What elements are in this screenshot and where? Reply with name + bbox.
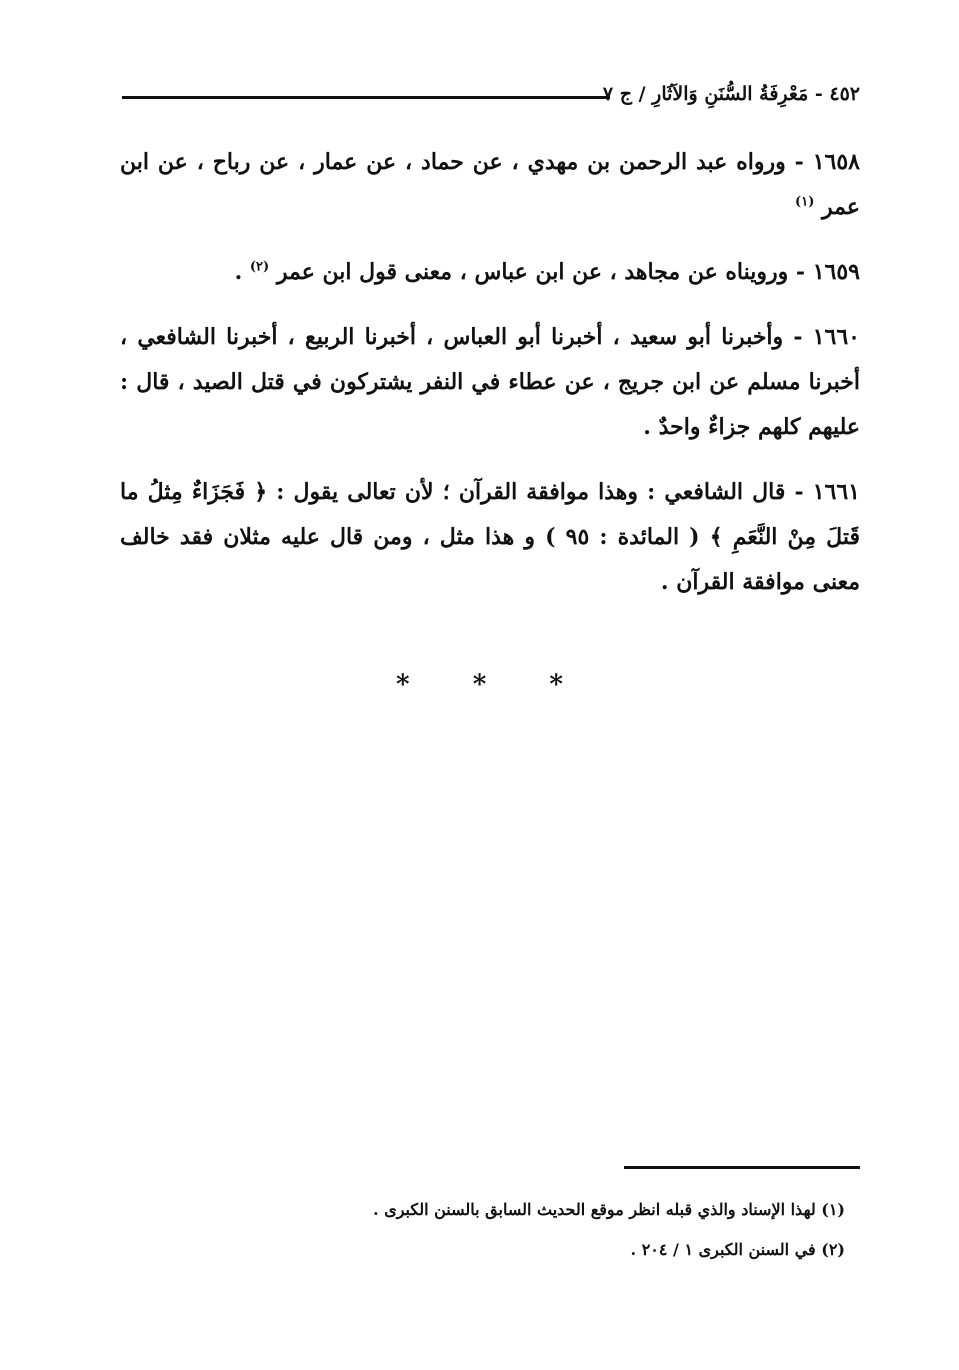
header-rule (122, 96, 610, 99)
running-title: ٤٥٢ - مَعْرِفَةُ السُّنَنِ وَالآثَارِ / ج ٧ (602, 83, 860, 105)
paragraph-1658 (120, 140, 860, 230)
paragraph-1659 (120, 250, 860, 295)
footnote-1: (١) لهذا الإسناد والذي قبله انظر موقع الحديث السابق بالسنن الكبرى . (373, 1200, 845, 1219)
separator-star-icon: * (396, 670, 410, 700)
paragraph-text: ١٦٥٩ - ورويناه عن مجاهد ، عن ابن عباس ، معنى قول ابن عمر (276, 259, 860, 285)
footnote-ref-2: (٢) (249, 259, 270, 275)
footnote-rule (624, 1166, 860, 1169)
paragraph-1661 (120, 470, 860, 605)
footnote-2: (٢) في السنن الكبرى ١ / ٢٠٤ . (630, 1240, 845, 1259)
page-header (122, 80, 860, 110)
paragraph-tail: . (234, 259, 250, 285)
main-text (120, 140, 860, 625)
separator-star-icon: * (472, 670, 487, 700)
footnote-ref-1: (١) (795, 194, 815, 210)
paragraph-text: ١٦٦٠ - وأخبرنا أبو سعيد ، أخبرنا أبو العباس ، أخبرنا الربيع ، أخبرنا الشافعي ، أخبرنا مسلم عن ابن جريج ، عن عطاء في النفر يشتركون في قتل الصيد ، قال : عليهم كلهم جزاءٌ واحدٌ . (120, 324, 860, 440)
paragraph-1660 (120, 315, 860, 450)
paragraph-text: ١٦٦١ - قال الشافعي : وهذا موافقة القرآن ؛ لأن تعالى يقول : ﴿ فَجَزَاءٌ مِثلُ ما قَتلَ مِنْ النَّعَمِ ﴾ ( المائدة : ٩٥ ) و هذا مثل ، ومن قال عليه مثلان فقد خالف معنى موافقة القرآن . (120, 479, 860, 595)
footnotes (300, 1190, 845, 1270)
section-separator (0, 670, 959, 700)
paragraph-text: ١٦٥٨ - ورواه عبد الرحمن بن مهدي ، عن حماد ، عن عمار ، عن رباح ، عن ابن عمر (120, 149, 860, 220)
separator-star-icon: * (549, 670, 563, 700)
